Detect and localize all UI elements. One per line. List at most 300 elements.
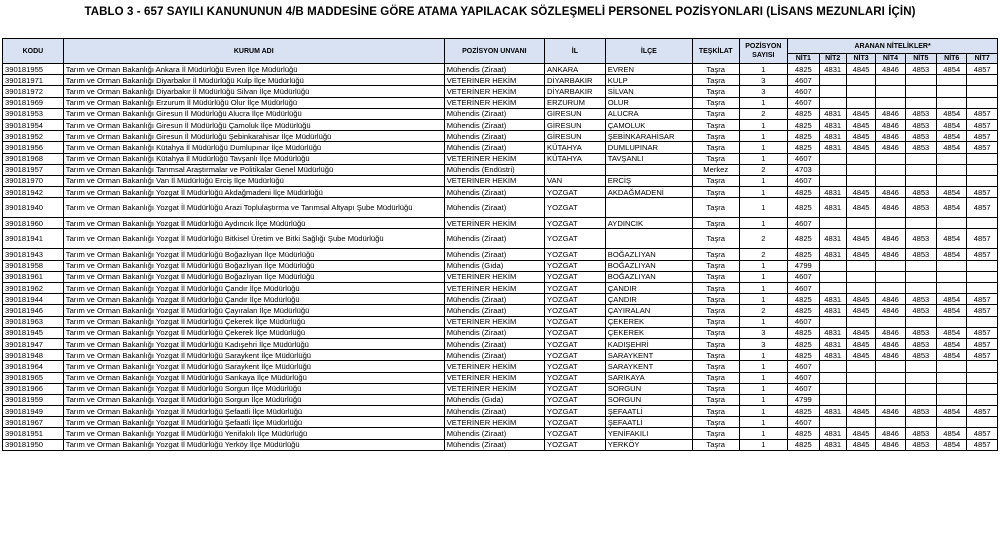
cell-il: YOZGAT bbox=[545, 294, 606, 305]
cell-nit3 bbox=[846, 260, 875, 271]
cell-nit2: 4831 bbox=[819, 350, 846, 361]
cell-nit1: 4607 bbox=[788, 175, 819, 186]
cell-nit5 bbox=[905, 97, 936, 108]
cell-pozisyon-unvani: VETERİNER HEKİM bbox=[444, 417, 544, 428]
cell-nit7 bbox=[967, 383, 998, 394]
cell-teskilat: Taşra bbox=[692, 406, 739, 417]
cell-nit5: 4853 bbox=[905, 187, 936, 198]
cell-nit3: 4845 bbox=[846, 327, 875, 338]
cell-kodu: 390181946 bbox=[3, 305, 64, 316]
cell-kodu: 390181963 bbox=[3, 316, 64, 327]
cell-ilce: AYDINCIK bbox=[605, 218, 692, 229]
cell-nit7 bbox=[967, 153, 998, 164]
cell-nit3 bbox=[846, 372, 875, 383]
cell-kurum-adi: Tarım ve Orman Bakanlığı Van İl Müdürlüğü Erciş İlçe Müdürlüğü bbox=[63, 175, 444, 186]
cell-nit7 bbox=[967, 394, 998, 405]
cell-il: GİRESUN bbox=[545, 108, 606, 119]
cell-pozisyon-unvani: Mühendis (Ziraat) bbox=[444, 428, 544, 439]
cell-nit1: 4825 bbox=[788, 305, 819, 316]
cell-kurum-adi: Tarım ve Orman Bakanlığı Yozgat İl Müdürlüğü Boğazlıyan İlçe Müdürlüğü bbox=[63, 249, 444, 260]
cell-nit1: 4607 bbox=[788, 271, 819, 282]
cell-teskilat: Taşra bbox=[692, 327, 739, 338]
cell-pozisyon-sayisi: 2 bbox=[739, 108, 788, 119]
cell-nit3 bbox=[846, 175, 875, 186]
cell-nit5: 4853 bbox=[905, 131, 936, 142]
cell-nit5 bbox=[905, 153, 936, 164]
cell-nit7 bbox=[967, 417, 998, 428]
table-row bbox=[3, 338, 998, 349]
cell-nit3: 4845 bbox=[846, 187, 875, 198]
cell-nit2: 4831 bbox=[819, 305, 846, 316]
cell-pozisyon-unvani: VETERİNER HEKİM bbox=[444, 361, 544, 372]
header-nit4: NİT4 bbox=[876, 54, 905, 64]
cell-kodu: 390181971 bbox=[3, 75, 64, 86]
cell-kurum-adi: Tarım ve Orman Bakanlığı Giresun İl Müdürlüğü Çamoluk İlçe Müdürlüğü bbox=[63, 119, 444, 130]
cell-nit3: 4845 bbox=[846, 131, 875, 142]
table-row bbox=[3, 175, 998, 186]
cell-pozisyon-unvani: Mühendis (Ziraat) bbox=[444, 108, 544, 119]
cell-pozisyon-unvani: VETERİNER HEKİM bbox=[444, 383, 544, 394]
cell-nit2 bbox=[819, 394, 846, 405]
cell-nit2: 4831 bbox=[819, 406, 846, 417]
header-teskilat: TEŞKİLAT bbox=[692, 39, 739, 64]
cell-kodu: 390181952 bbox=[3, 131, 64, 142]
cell-nit1: 4825 bbox=[788, 119, 819, 130]
table-row bbox=[3, 187, 998, 198]
cell-kodu: 390181942 bbox=[3, 187, 64, 198]
cell-il: ANKARA bbox=[545, 64, 606, 75]
cell-nit2: 4831 bbox=[819, 119, 846, 130]
cell-teskilat: Taşra bbox=[692, 439, 739, 450]
cell-pozisyon-sayisi: 1 bbox=[739, 187, 788, 198]
cell-nit1: 4825 bbox=[788, 198, 819, 218]
cell-nit2: 4831 bbox=[819, 439, 846, 450]
cell-nit2: 4831 bbox=[819, 229, 846, 249]
cell-nit1: 4607 bbox=[788, 75, 819, 86]
cell-nit5: 4853 bbox=[905, 142, 936, 153]
cell-nit6 bbox=[937, 75, 967, 86]
cell-nit1: 4825 bbox=[788, 338, 819, 349]
cell-nit2: 4831 bbox=[819, 142, 846, 153]
cell-pozisyon-unvani: Mühendis (Ziraat) bbox=[444, 64, 544, 75]
cell-nit4 bbox=[876, 218, 905, 229]
cell-nit1: 4607 bbox=[788, 361, 819, 372]
header-ilce: İLÇE bbox=[605, 39, 692, 64]
cell-pozisyon-unvani: VETERİNER HEKİM bbox=[444, 75, 544, 86]
cell-kodu: 390181969 bbox=[3, 97, 64, 108]
cell-nit2 bbox=[819, 75, 846, 86]
cell-il: YOZGAT bbox=[545, 249, 606, 260]
table-row bbox=[3, 249, 998, 260]
cell-teskilat: Taşra bbox=[692, 417, 739, 428]
cell-il: YOZGAT bbox=[545, 198, 606, 218]
table-row bbox=[3, 229, 998, 249]
cell-nit6 bbox=[937, 218, 967, 229]
cell-nit4: 4846 bbox=[876, 198, 905, 218]
cell-teskilat: Taşra bbox=[692, 119, 739, 130]
cell-nit7: 4857 bbox=[967, 229, 998, 249]
cell-nit7: 4857 bbox=[967, 249, 998, 260]
cell-pozisyon-sayisi: 1 bbox=[739, 153, 788, 164]
cell-nit1: 4607 bbox=[788, 218, 819, 229]
cell-il: YOZGAT bbox=[545, 327, 606, 338]
cell-kodu: 390181944 bbox=[3, 294, 64, 305]
cell-nit1: 4825 bbox=[788, 294, 819, 305]
table-row bbox=[3, 383, 998, 394]
cell-nit2 bbox=[819, 218, 846, 229]
cell-nit1: 4825 bbox=[788, 142, 819, 153]
cell-pozisyon-unvani: Mühendis (Ziraat) bbox=[444, 131, 544, 142]
cell-nit4: 4846 bbox=[876, 249, 905, 260]
cell-pozisyon-sayisi: 1 bbox=[739, 198, 788, 218]
cell-kurum-adi: Tarım ve Orman Bakanlığı Yozgat İl Müdürlüğü Saraykent İlçe Müdürlüğü bbox=[63, 350, 444, 361]
cell-pozisyon-sayisi: 1 bbox=[739, 283, 788, 294]
cell-nit6 bbox=[937, 86, 967, 97]
cell-nit3: 4845 bbox=[846, 108, 875, 119]
cell-nit5: 4853 bbox=[905, 428, 936, 439]
cell-nit5 bbox=[905, 283, 936, 294]
cell-nit6: 4854 bbox=[937, 119, 967, 130]
cell-pozisyon-sayisi: 1 bbox=[739, 394, 788, 405]
cell-ilce: ÇAMOLUK bbox=[605, 119, 692, 130]
cell-teskilat: Taşra bbox=[692, 142, 739, 153]
cell-nit5 bbox=[905, 394, 936, 405]
cell-nit7 bbox=[967, 361, 998, 372]
cell-kurum-adi: Tarım ve Orman Bakanlığı Tarımsal Araştırmalar ve Politikalar Genel Müdürlüğü bbox=[63, 164, 444, 175]
cell-il: YOZGAT bbox=[545, 394, 606, 405]
cell-kodu: 390181958 bbox=[3, 260, 64, 271]
cell-teskilat: Taşra bbox=[692, 271, 739, 282]
cell-teskilat: Taşra bbox=[692, 316, 739, 327]
cell-kodu: 390181955 bbox=[3, 64, 64, 75]
cell-il: GİRESUN bbox=[545, 119, 606, 130]
cell-nit1: 4825 bbox=[788, 428, 819, 439]
table-row bbox=[3, 64, 998, 75]
cell-ilce: KULP bbox=[605, 75, 692, 86]
cell-teskilat: Taşra bbox=[692, 305, 739, 316]
cell-nit6: 4854 bbox=[937, 142, 967, 153]
cell-pozisyon-unvani: Mühendis (Ziraat) bbox=[444, 294, 544, 305]
header-kodu: KODU bbox=[3, 39, 64, 64]
cell-kurum-adi: Tarım ve Orman Bakanlığı Yozgat İl Müdürlüğü Çekerek İlçe Müdürlüğü bbox=[63, 327, 444, 338]
cell-kurum-adi: Tarım ve Orman Bakanlığı Yozgat İl Müdürlüğü Kadışehri İlçe Müdürlüğü bbox=[63, 338, 444, 349]
cell-nit4 bbox=[876, 271, 905, 282]
cell-kurum-adi: Tarım ve Orman Bakanlığı Yozgat İl Müdürlüğü Boğazlıyan İlçe Müdürlüğü bbox=[63, 271, 444, 282]
cell-nit5 bbox=[905, 86, 936, 97]
cell-nit3 bbox=[846, 218, 875, 229]
cell-il: YOZGAT bbox=[545, 260, 606, 271]
cell-nit6: 4854 bbox=[937, 428, 967, 439]
table-row bbox=[3, 394, 998, 405]
cell-pozisyon-sayisi: 3 bbox=[739, 86, 788, 97]
cell-ilce: ŞEBİNKARAHİSAR bbox=[605, 131, 692, 142]
cell-il: ERZURUM bbox=[545, 97, 606, 108]
table-row bbox=[3, 119, 998, 130]
table-row bbox=[3, 198, 998, 218]
cell-pozisyon-unvani: Mühendis (Gıda) bbox=[444, 260, 544, 271]
cell-nit6: 4854 bbox=[937, 294, 967, 305]
cell-nit3 bbox=[846, 283, 875, 294]
table-body bbox=[3, 64, 998, 451]
cell-nit4: 4846 bbox=[876, 119, 905, 130]
cell-kurum-adi: Tarım ve Orman Bakanlığı Erzurum İl Müdürlüğü Olur İlçe Müdürlüğü bbox=[63, 97, 444, 108]
header-kurum-adi: KURUM ADI bbox=[63, 39, 444, 64]
cell-pozisyon-unvani: Mühendis (Endüstri) bbox=[444, 164, 544, 175]
cell-nit1: 4825 bbox=[788, 108, 819, 119]
cell-nit4: 4846 bbox=[876, 439, 905, 450]
cell-teskilat: Taşra bbox=[692, 153, 739, 164]
cell-pozisyon-sayisi: 3 bbox=[739, 327, 788, 338]
cell-nit4 bbox=[876, 75, 905, 86]
cell-teskilat: Taşra bbox=[692, 218, 739, 229]
cell-pozisyon-unvani: VETERİNER HEKİM bbox=[444, 86, 544, 97]
cell-nit2 bbox=[819, 153, 846, 164]
cell-nit4: 4846 bbox=[876, 350, 905, 361]
cell-nit2 bbox=[819, 361, 846, 372]
cell-kodu: 390181953 bbox=[3, 108, 64, 119]
cell-nit5: 4853 bbox=[905, 64, 936, 75]
cell-nit2: 4831 bbox=[819, 108, 846, 119]
cell-pozisyon-sayisi: 2 bbox=[739, 229, 788, 249]
cell-kurum-adi: Tarım ve Orman Bakanlığı Yozgat İl Müdürlüğü Aydıncık İlçe Müdürlüğü bbox=[63, 218, 444, 229]
cell-teskilat: Taşra bbox=[692, 108, 739, 119]
cell-il: YOZGAT bbox=[545, 439, 606, 450]
table-row bbox=[3, 428, 998, 439]
cell-kodu: 390181948 bbox=[3, 350, 64, 361]
cell-ilce: AKDAĞMADENİ bbox=[605, 187, 692, 198]
cell-kurum-adi: Tarım ve Orman Bakanlığı Yozgat İl Müdürlüğü Çayıralan İlçe Müdürlüğü bbox=[63, 305, 444, 316]
cell-pozisyon-unvani: VETERİNER HEKİM bbox=[444, 175, 544, 186]
cell-nit4: 4846 bbox=[876, 338, 905, 349]
cell-il: DİYARBAKIR bbox=[545, 75, 606, 86]
cell-pozisyon-unvani: Mühendis (Ziraat) bbox=[444, 439, 544, 450]
cell-nit6: 4854 bbox=[937, 131, 967, 142]
cell-nit6 bbox=[937, 97, 967, 108]
cell-nit7 bbox=[967, 271, 998, 282]
cell-teskilat: Taşra bbox=[692, 283, 739, 294]
cell-nit1: 4703 bbox=[788, 164, 819, 175]
cell-nit5: 4853 bbox=[905, 198, 936, 218]
cell-nit4 bbox=[876, 175, 905, 186]
cell-pozisyon-sayisi: 1 bbox=[739, 142, 788, 153]
cell-teskilat: Merkez bbox=[692, 164, 739, 175]
cell-nit3: 4845 bbox=[846, 439, 875, 450]
cell-nit5 bbox=[905, 175, 936, 186]
cell-teskilat: Taşra bbox=[692, 229, 739, 249]
cell-nit4: 4846 bbox=[876, 142, 905, 153]
cell-ilce: ÇANDIR bbox=[605, 294, 692, 305]
cell-il: VAN bbox=[545, 175, 606, 186]
cell-nit7 bbox=[967, 283, 998, 294]
cell-nit4: 4846 bbox=[876, 294, 905, 305]
cell-teskilat: Taşra bbox=[692, 198, 739, 218]
cell-teskilat: Taşra bbox=[692, 131, 739, 142]
cell-nit6 bbox=[937, 260, 967, 271]
cell-nit1: 4607 bbox=[788, 383, 819, 394]
cell-ilce: BOĞAZLIYAN bbox=[605, 260, 692, 271]
table-row bbox=[3, 97, 998, 108]
header-il: İL bbox=[545, 39, 606, 64]
cell-nit7: 4857 bbox=[967, 187, 998, 198]
cell-nit4 bbox=[876, 316, 905, 327]
cell-il: YOZGAT bbox=[545, 338, 606, 349]
table-row bbox=[3, 260, 998, 271]
cell-kodu: 390181959 bbox=[3, 394, 64, 405]
cell-nit3 bbox=[846, 271, 875, 282]
cell-nit7 bbox=[967, 97, 998, 108]
table-row bbox=[3, 361, 998, 372]
cell-nit3 bbox=[846, 394, 875, 405]
cell-nit1: 4799 bbox=[788, 394, 819, 405]
cell-kurum-adi: Tarım ve Orman Bakanlığı Kütahya İl Müdürlüğü Tavşanlı İlçe Müdürlüğü bbox=[63, 153, 444, 164]
cell-il: YOZGAT bbox=[545, 350, 606, 361]
cell-ilce: EVREN bbox=[605, 64, 692, 75]
cell-nit7: 4857 bbox=[967, 439, 998, 450]
cell-nit7 bbox=[967, 316, 998, 327]
cell-nit3: 4845 bbox=[846, 294, 875, 305]
cell-kurum-adi: Tarım ve Orman Bakanlığı Yozgat İl Müdürlüğü Yerköy İlçe Müdürlüğü bbox=[63, 439, 444, 450]
cell-kodu: 390181954 bbox=[3, 119, 64, 130]
cell-ilce: KADIŞEHRİ bbox=[605, 338, 692, 349]
cell-pozisyon-unvani: Mühendis (Ziraat) bbox=[444, 198, 544, 218]
cell-pozisyon-sayisi: 3 bbox=[739, 75, 788, 86]
cell-kodu: 390181964 bbox=[3, 361, 64, 372]
cell-pozisyon-sayisi: 2 bbox=[739, 164, 788, 175]
cell-ilce: ÇAYIRALAN bbox=[605, 305, 692, 316]
cell-nit2 bbox=[819, 417, 846, 428]
cell-nit5: 4853 bbox=[905, 327, 936, 338]
cell-kodu: 390181943 bbox=[3, 249, 64, 260]
cell-pozisyon-sayisi: 1 bbox=[739, 131, 788, 142]
cell-teskilat: Taşra bbox=[692, 294, 739, 305]
cell-nit3: 4845 bbox=[846, 64, 875, 75]
cell-il: YOZGAT bbox=[545, 316, 606, 327]
cell-kurum-adi: Tarım ve Orman Bakanlığı Yozgat İl Müdürlüğü Saraykent İlçe Müdürlüğü bbox=[63, 361, 444, 372]
cell-nit7: 4857 bbox=[967, 305, 998, 316]
table-row bbox=[3, 316, 998, 327]
cell-il: YOZGAT bbox=[545, 187, 606, 198]
cell-nit2 bbox=[819, 271, 846, 282]
cell-nit6: 4854 bbox=[937, 439, 967, 450]
cell-nit1: 4607 bbox=[788, 372, 819, 383]
cell-teskilat: Taşra bbox=[692, 97, 739, 108]
cell-kurum-adi: Tarım ve Orman Bakanlığı Yozgat İl Müdürlüğü Çekerek İlçe Müdürlüğü bbox=[63, 316, 444, 327]
cell-ilce bbox=[605, 229, 692, 249]
cell-nit1: 4607 bbox=[788, 316, 819, 327]
cell-nit5 bbox=[905, 164, 936, 175]
cell-nit5 bbox=[905, 260, 936, 271]
cell-nit6: 4854 bbox=[937, 64, 967, 75]
cell-nit4: 4846 bbox=[876, 131, 905, 142]
cell-nit1: 4825 bbox=[788, 187, 819, 198]
cell-teskilat: Taşra bbox=[692, 383, 739, 394]
cell-nit2: 4831 bbox=[819, 198, 846, 218]
cell-kurum-adi: Tarım ve Orman Bakanlığı Yozgat İl Müdürlüğü Boğazlıyan İlçe Müdürlüğü bbox=[63, 260, 444, 271]
cell-teskilat: Taşra bbox=[692, 75, 739, 86]
cell-pozisyon-sayisi: 1 bbox=[739, 271, 788, 282]
cell-kodu: 390181940 bbox=[3, 198, 64, 218]
cell-ilce: ERCİŞ bbox=[605, 175, 692, 186]
cell-nit4: 4846 bbox=[876, 327, 905, 338]
header-nit2: NİT2 bbox=[819, 54, 846, 64]
table-row bbox=[3, 153, 998, 164]
cell-pozisyon-unvani: Mühendis (Ziraat) bbox=[444, 187, 544, 198]
cell-nit3 bbox=[846, 383, 875, 394]
header-pozisyon-unvani: POZİSYON UNVANI bbox=[444, 39, 544, 64]
cell-teskilat: Taşra bbox=[692, 372, 739, 383]
cell-nit3: 4845 bbox=[846, 249, 875, 260]
cell-nit5: 4853 bbox=[905, 119, 936, 130]
cell-nit7: 4857 bbox=[967, 119, 998, 130]
cell-nit3 bbox=[846, 417, 875, 428]
cell-nit1: 4825 bbox=[788, 327, 819, 338]
cell-pozisyon-sayisi: 1 bbox=[739, 175, 788, 186]
cell-ilce: BOĞAZLIYAN bbox=[605, 249, 692, 260]
cell-pozisyon-unvani: Mühendis (Gıda) bbox=[444, 394, 544, 405]
cell-nit3 bbox=[846, 86, 875, 97]
cell-nit3: 4845 bbox=[846, 406, 875, 417]
cell-nit7 bbox=[967, 218, 998, 229]
cell-nit1: 4825 bbox=[788, 131, 819, 142]
table-row bbox=[3, 86, 998, 97]
cell-kurum-adi: Tarım ve Orman Bakanlığı Yozgat İl Müdürlüğü Akdağmadeni İlçe Müdürlüğü bbox=[63, 187, 444, 198]
cell-nit6 bbox=[937, 372, 967, 383]
header-aranan-nitelikler: ARANAN NİTELİKLER* bbox=[788, 39, 998, 54]
cell-nit1: 4825 bbox=[788, 439, 819, 450]
cell-pozisyon-unvani: Mühendis (Ziraat) bbox=[444, 305, 544, 316]
table-row bbox=[3, 164, 998, 175]
cell-nit6 bbox=[937, 394, 967, 405]
cell-il: YOZGAT bbox=[545, 417, 606, 428]
cell-kodu: 390181966 bbox=[3, 383, 64, 394]
cell-nit2 bbox=[819, 283, 846, 294]
cell-nit7: 4857 bbox=[967, 198, 998, 218]
cell-nit6: 4854 bbox=[937, 305, 967, 316]
table-row bbox=[3, 108, 998, 119]
cell-kurum-adi: Tarım ve Orman Bakanlığı Kütahya İl Müdürlüğü Dumlupınar İlçe Müdürlüğü bbox=[63, 142, 444, 153]
cell-nit5 bbox=[905, 218, 936, 229]
cell-pozisyon-sayisi: 1 bbox=[739, 383, 788, 394]
cell-kurum-adi: Tarım ve Orman Bakanlığı Yozgat İl Müdürlüğü Şefaatli İlçe Müdürlüğü bbox=[63, 417, 444, 428]
cell-ilce: YERKÖY bbox=[605, 439, 692, 450]
cell-nit2 bbox=[819, 86, 846, 97]
table-row bbox=[3, 75, 998, 86]
header-nit6: NİT6 bbox=[937, 54, 967, 64]
cell-il: GİRESUN bbox=[545, 131, 606, 142]
cell-nit5: 4853 bbox=[905, 305, 936, 316]
cell-kodu: 390181965 bbox=[3, 372, 64, 383]
cell-nit7: 4857 bbox=[967, 350, 998, 361]
cell-nit4: 4846 bbox=[876, 187, 905, 198]
cell-nit6: 4854 bbox=[937, 406, 967, 417]
cell-nit6 bbox=[937, 271, 967, 282]
cell-nit6 bbox=[937, 316, 967, 327]
cell-nit6: 4854 bbox=[937, 350, 967, 361]
cell-kurum-adi: Tarım ve Orman Bakanlığı Yozgat İl Müdürlüğü Sarıkaya İlçe Müdürlüğü bbox=[63, 372, 444, 383]
cell-nit1: 4607 bbox=[788, 283, 819, 294]
cell-nit1: 4607 bbox=[788, 86, 819, 97]
cell-kodu: 390181947 bbox=[3, 338, 64, 349]
cell-pozisyon-unvani: Mühendis (Ziraat) bbox=[444, 327, 544, 338]
cell-ilce: ALUCRA bbox=[605, 108, 692, 119]
cell-pozisyon-sayisi: 2 bbox=[739, 249, 788, 260]
cell-kurum-adi: Tarım ve Orman Bakanlığı Giresun İl Müdürlüğü Alucra İlçe Müdürlüğü bbox=[63, 108, 444, 119]
cell-nit7: 4857 bbox=[967, 108, 998, 119]
cell-nit6: 4854 bbox=[937, 108, 967, 119]
cell-nit7: 4857 bbox=[967, 428, 998, 439]
cell-nit5: 4853 bbox=[905, 294, 936, 305]
cell-nit5 bbox=[905, 271, 936, 282]
